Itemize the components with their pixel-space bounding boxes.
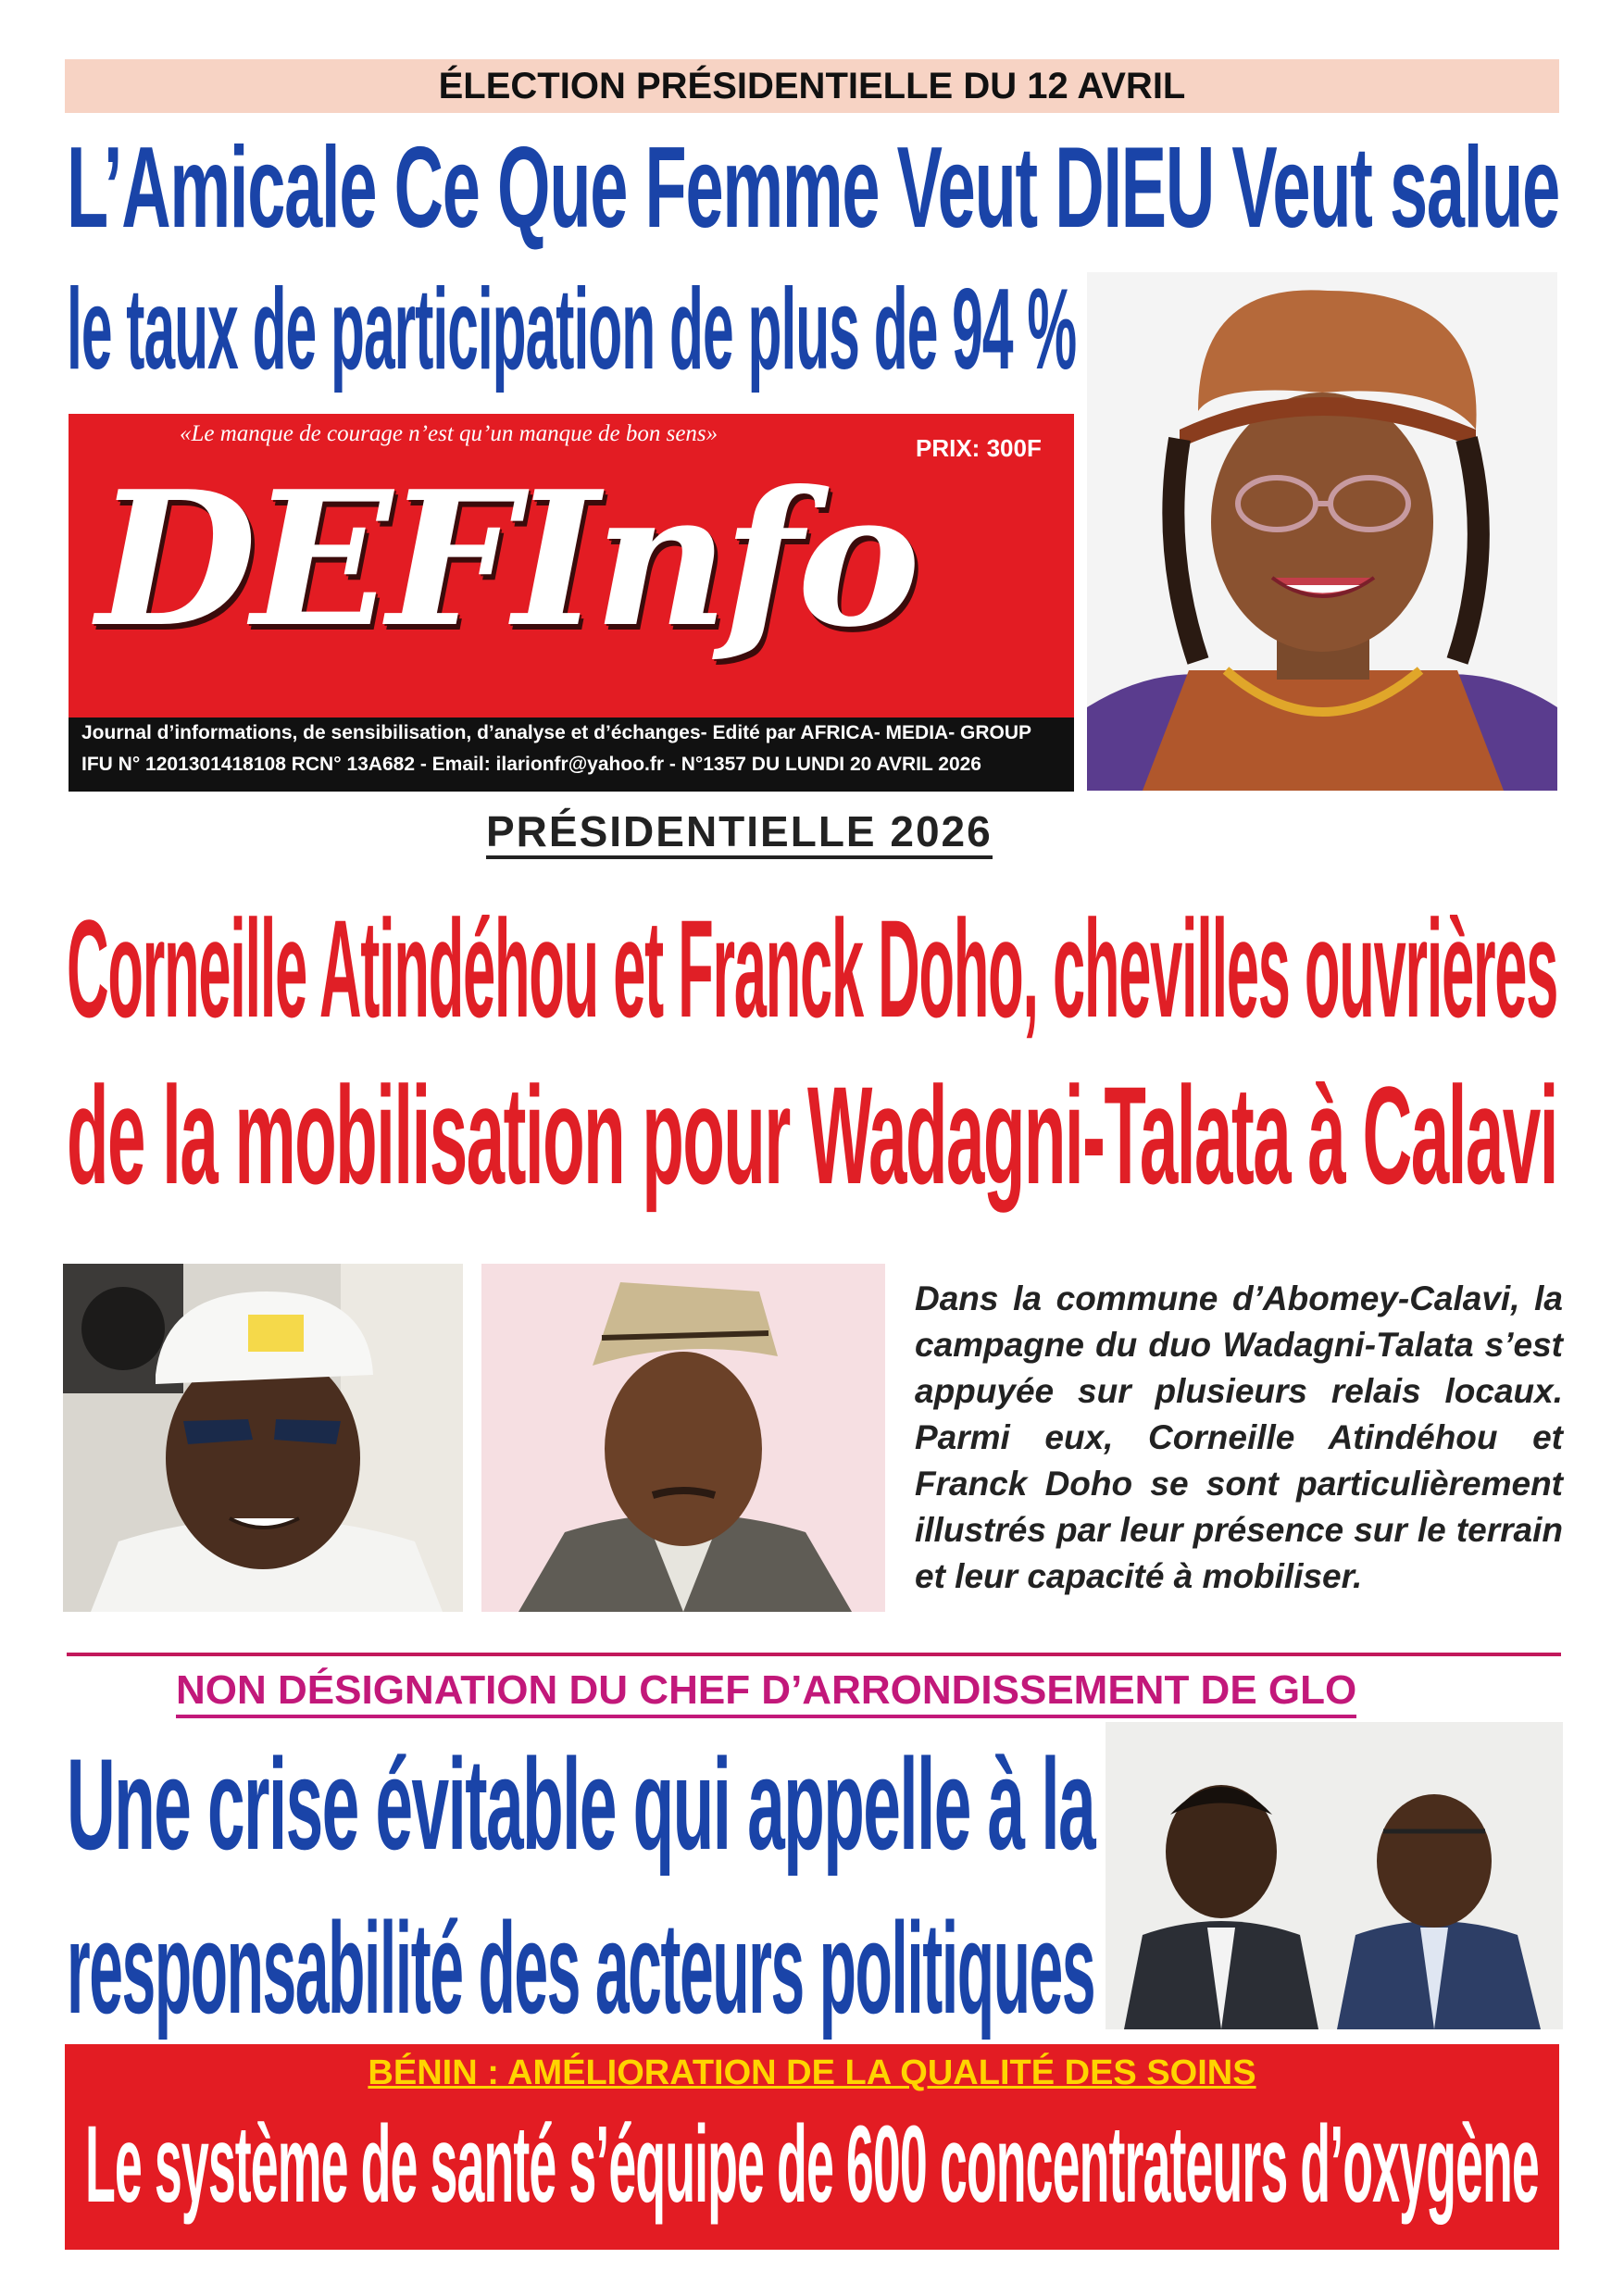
headline-1-line-2-text: le taux de participation de plus de 94 % — [67, 266, 1077, 393]
headline-1-line-2 — [67, 264, 1178, 393]
price-tag: PRIX: 300F — [916, 434, 1042, 462]
headline-1-line-1-text: L’Amicale Ce Que Femme Veut DIEU Veut salue — [67, 124, 1560, 252]
masthead-info-line-1: Journal d’informations, de sensibilisation, d’analyse et d’échanges- Edité par AFRICA- MEDIA- GROUP — [81, 722, 1032, 743]
headline-3-line-2-text: responsabilité des acteurs politiques — [67, 1895, 1095, 2040]
headline-3-line-1-text: Une crise évitable qui appelle à la — [67, 1731, 1095, 1877]
section-3-kicker: NON DÉSIGNATION DU CHEF D’ARRONDISSEMENT DE GLO — [176, 1666, 1356, 1718]
section-2-lead-paragraph: Dans la commune d’Abomey-Calavi, la campagne du duo Wadagni-Talata s’est appuyée sur plusieurs relais locaux. Parmi eux, Corneille Atindéhou et Franck Doho se sont particulièrement illustrés par leur présence sur le terrain et leur capacité à mobiliser. — [915, 1279, 1563, 1595]
masthead-info-line-2: IFU N° 1201301418108 RCN° 13A682 - Email: ilarionfr@yahoo.fr - N°1357 DU LUNDI 20 AVRIL 2026 — [81, 754, 981, 775]
top-banner — [65, 59, 1559, 113]
top-banner-text: ÉLECTION PRÉSIDENTIELLE DU 12 AVRIL — [438, 66, 1186, 106]
headline-2-line-1-text: Corneille Atindéhou et Franck Doho, chevilles ouvrières — [67, 891, 1558, 1046]
headline-2-line-1 — [67, 889, 1624, 1049]
portrait-photo — [1087, 272, 1557, 791]
section-divider — [67, 1653, 1561, 1656]
section-2-kicker: PRÉSIDENTIELLE 2026 — [486, 807, 993, 859]
headline-2-line-2 — [67, 1055, 1624, 1216]
photo-man-traditional-hat — [481, 1264, 885, 1612]
headline-4: Le système de santé s’équipe de 600 concentrateurs d’oxygène — [85, 2103, 1539, 2226]
masthead — [69, 414, 1074, 718]
masthead-info-bar — [69, 718, 1074, 792]
masthead-motto: «Le manque de courage n’est qu’un manque de bon sens» — [180, 421, 718, 446]
photo-two-men-suits — [1106, 1722, 1563, 2029]
section-4-kicker — [65, 2053, 1559, 2093]
bottom-headline-box — [65, 2044, 1559, 2250]
headline-1-line-1 — [67, 122, 1567, 252]
section-4-kicker-text: BÉNIN : AMÉLIORATION DE LA QUALITÉ DES SOINS — [368, 2053, 1256, 2092]
photo-man-white-cap — [63, 1264, 463, 1612]
newspaper-logo: DEFInfo — [96, 451, 916, 668]
headline-2-line-2-text: de la mobilisation pour Wadagni-Talata à Calavi — [67, 1057, 1557, 1213]
